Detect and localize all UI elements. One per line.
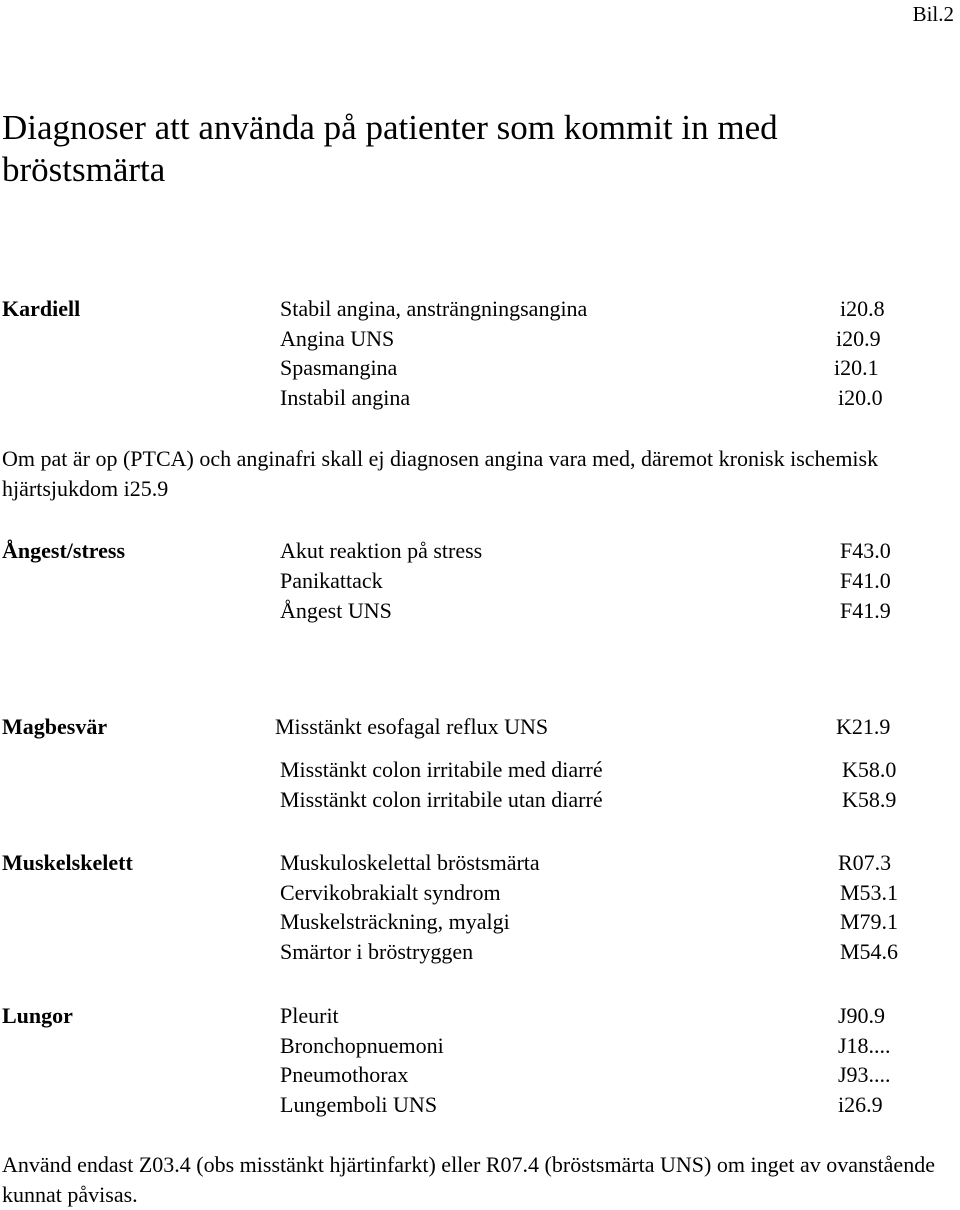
attachment-label: Bil.2 <box>912 2 954 26</box>
diagnosis-label: Instabil angina <box>280 385 411 410</box>
diagnosis-label: Cervikobrakialt syndrom <box>280 880 501 905</box>
diagnosis-code: J93.... <box>838 1062 891 1087</box>
page-title: Diagnoser att använda på patienter som kommit in med bröstsmärta <box>2 108 778 189</box>
diagnosis-code: K21.9 <box>836 714 891 739</box>
diagnosis-label: Smärtor i bröstryggen <box>280 939 474 964</box>
diagnosis-code: F43.0 <box>840 538 891 563</box>
diagnosis-label: Spasmangina <box>280 355 398 380</box>
diagnosis-code: M54.6 <box>840 939 899 964</box>
diagnosis-label: Ångest UNS <box>280 598 392 623</box>
category-muskelskelett: Muskelskelett <box>2 850 133 875</box>
diagnosis-label: Panikattack <box>280 568 383 593</box>
diagnosis-code: F41.0 <box>840 568 891 593</box>
diagnosis-code: F41.9 <box>840 598 891 623</box>
diagnosis-label: Muskuloskelettal bröstsmärta <box>280 850 540 875</box>
category-magbesvar: Magbesvär <box>2 714 108 739</box>
diagnosis-code: K58.9 <box>842 787 897 812</box>
category-angest-stress: Ångest/stress <box>2 538 126 563</box>
diagnosis-code: i26.9 <box>838 1092 883 1117</box>
diagnosis-label: Pneumothorax <box>280 1062 409 1087</box>
diagnosis-code: i20.8 <box>840 296 885 321</box>
category-lungor: Lungor <box>2 1003 73 1028</box>
diagnosis-code: K58.0 <box>842 757 897 782</box>
diagnosis-label: Misstänkt colon irritabile utan diarré <box>280 787 603 812</box>
diagnosis-label: Angina UNS <box>280 326 395 351</box>
diagnosis-label: Stabil angina, ansträngningsangina <box>280 296 588 321</box>
diagnosis-label: Bronchopnuemoni <box>280 1033 444 1058</box>
diagnosis-label: Misstänkt colon irritabile med diarré <box>280 757 603 782</box>
diagnosis-code: M79.1 <box>840 909 899 934</box>
diagnosis-code: M53.1 <box>840 880 899 905</box>
diagnosis-label: Misstänkt esofagal reflux UNS <box>275 714 549 739</box>
diagnosis-label: Lungemboli UNS <box>280 1092 438 1117</box>
note-paragraph: Om pat är op (PTCA) och anginafri skall ej diagnosen angina vara med, däremot kronisk ischemisk hjärtsjukdom i25.9 <box>2 446 879 501</box>
diagnosis-code: R07.3 <box>838 850 892 875</box>
diagnosis-code: i20.9 <box>836 326 881 351</box>
diagnosis-label: Pleurit <box>280 1003 339 1028</box>
diagnosis-code: J18.... <box>838 1033 891 1058</box>
diagnosis-label: Akut reaktion på stress <box>280 538 483 563</box>
footer-instruction: Använd endast Z03.4 (obs misstänkt hjärtinfarkt) eller R07.4 (bröstsmärta UNS) om inget av ovanstående kunnat påvisas. <box>2 1152 935 1207</box>
diagnosis-code: i20.0 <box>838 385 883 410</box>
diagnosis-code: J90.9 <box>838 1003 886 1028</box>
diagnosis-label: Muskelsträckning, myalgi <box>280 909 510 934</box>
diagnosis-code: i20.1 <box>834 355 879 380</box>
category-kardiell: Kardiell <box>2 296 81 321</box>
